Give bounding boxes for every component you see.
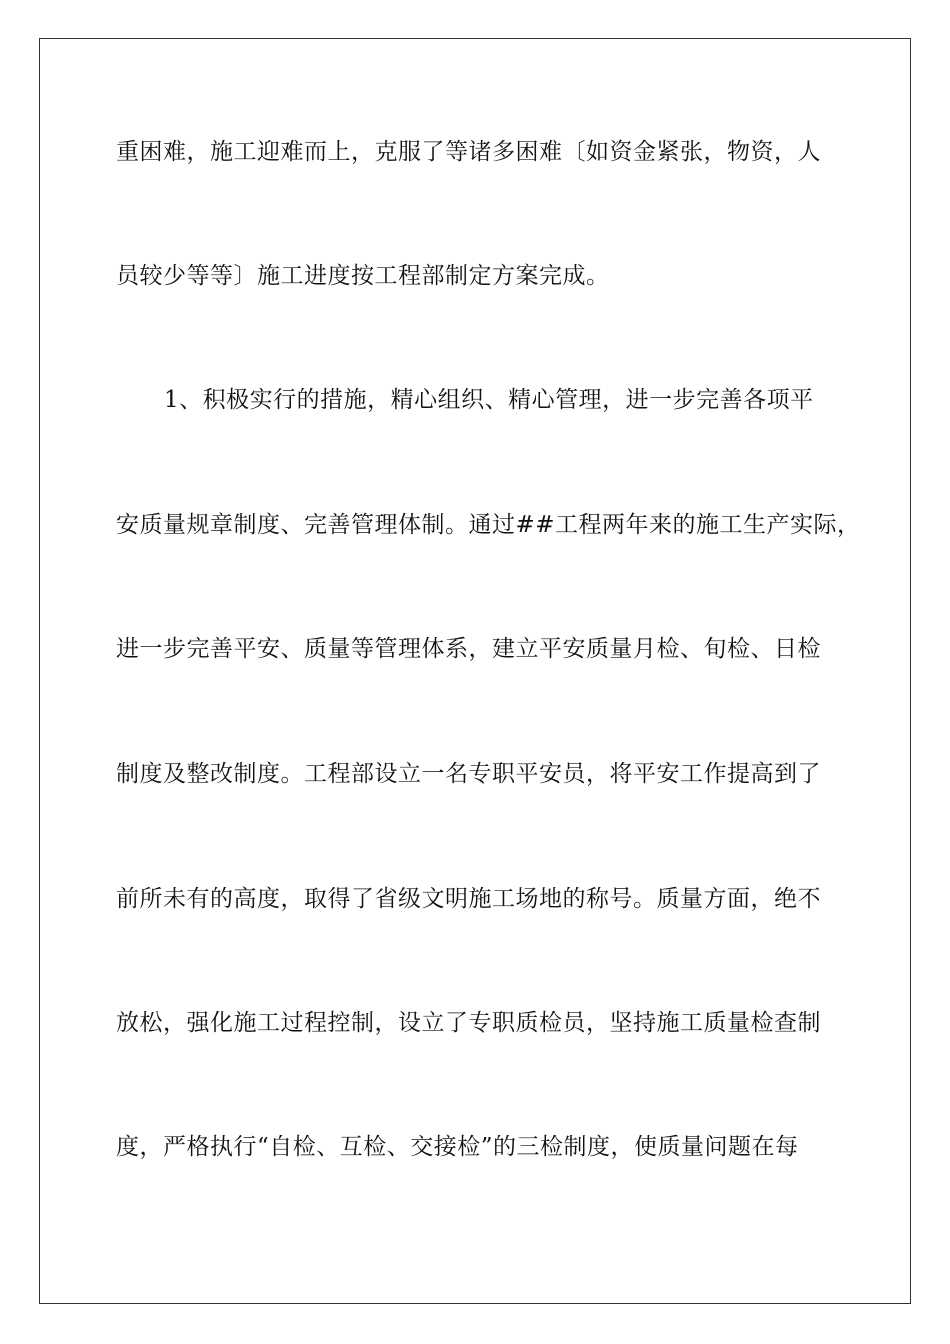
text-line-3-paragraph-start: 1、积极实行的措施，精心组织、精心管理，进一步完善各项平 <box>164 387 814 413</box>
text-line-2: 员较少等等〕施工进度按工程部制定方案完成。 <box>116 263 610 289</box>
text-line-9: 度，严格执行“自检、互检、交接检”的三检制度，使质量问题在每 <box>116 1134 799 1160</box>
page-border <box>39 38 911 1304</box>
text-line-4: 安质量规章制度、完善管理体制。通过##工程两年来的施工生产实际， <box>116 512 861 538</box>
text-line-8: 放松，强化施工过程控制，设立了专职质检员，坚持施工质量检查制 <box>116 1010 821 1036</box>
text-line-7: 前所未有的高度，取得了省级文明施工场地的称号。质量方面，绝不 <box>116 886 821 912</box>
text-line-1: 重困难，施工迎难而上，克服了等诸多困难〔如资金紧张，物资，人 <box>116 139 821 165</box>
text-line-6: 制度及整改制度。工程部设立一名专职平安员，将平安工作提高到了 <box>116 761 821 787</box>
text-line-5: 进一步完善平安、质量等管理体系，建立平安质量月检、旬检、日检 <box>116 636 821 662</box>
